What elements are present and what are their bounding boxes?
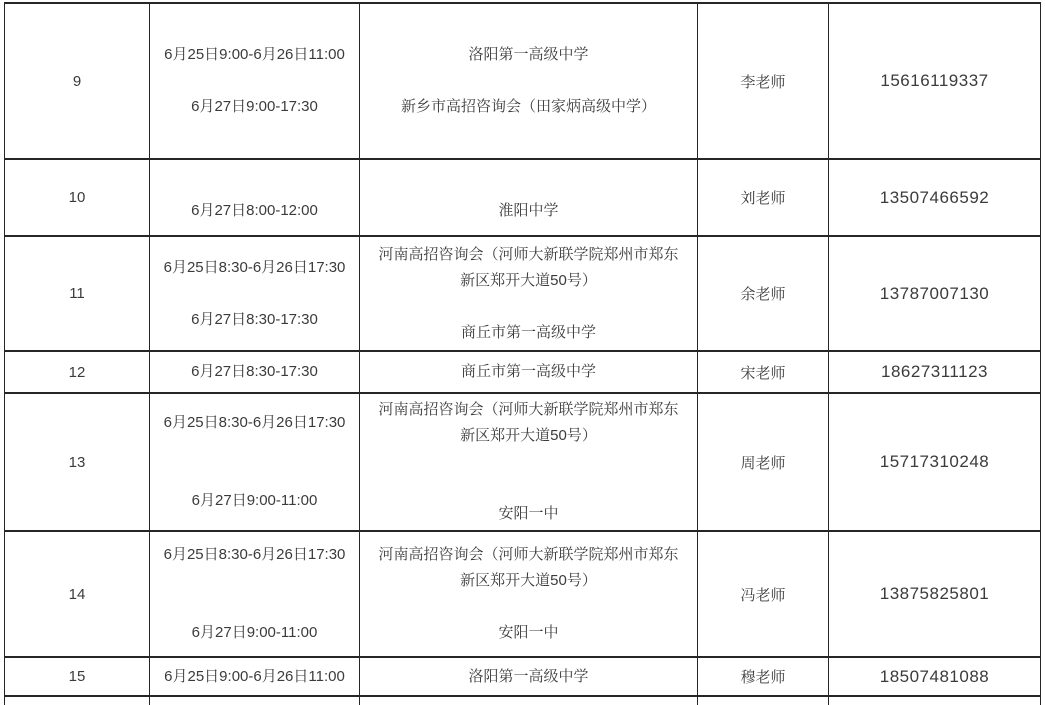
time-line: 6月25日9:00-6月26日11:00 xyxy=(164,667,345,685)
location-line: 商丘市第一高级中学 xyxy=(460,363,596,380)
row-number-cell: 11 xyxy=(5,237,150,350)
row-number-cell: 14 xyxy=(5,532,150,656)
location-line: 新区郑开大道50号） xyxy=(460,427,597,444)
location-line: 河南高招咨询会（河师大新联学院郑州市郑东 xyxy=(378,546,679,563)
row-number-cell xyxy=(5,697,150,705)
time-cell xyxy=(150,394,360,530)
teacher-cell: 宋老师 xyxy=(698,352,829,392)
schedule-table xyxy=(4,2,1041,705)
location-cell xyxy=(360,658,698,695)
phone-cell: 13507466592 xyxy=(829,160,1041,235)
table-row xyxy=(5,352,1041,394)
phone-cell: 18627311123 xyxy=(829,352,1041,392)
location-line: 新区郑开大道50号） xyxy=(460,271,597,289)
phone-cell: 15616119337 xyxy=(829,4,1041,158)
location-line: 新乡市高招咨询会（田家炳高级中学） xyxy=(400,98,656,115)
table-row xyxy=(5,237,1041,352)
phone-cell: 15717310248 xyxy=(829,394,1041,530)
teacher-cell: 周老师 xyxy=(698,394,829,530)
row-number-cell: 13 xyxy=(5,394,150,530)
row-number-cell: 12 xyxy=(5,352,150,392)
location-cell xyxy=(360,4,698,158)
location-line: 安阳一中 xyxy=(498,505,559,522)
time-cell xyxy=(150,237,360,350)
row-number-cell: 10 xyxy=(5,160,150,235)
table-row xyxy=(5,160,1041,237)
phone-cell: 18507481088 xyxy=(829,658,1041,695)
location-line: 河南高招咨询会（河师大新联学院郑州市郑东 xyxy=(378,245,679,263)
time-cell xyxy=(150,532,360,656)
row-number-cell: 15 xyxy=(5,658,150,695)
table-row xyxy=(5,4,1041,160)
teacher-cell: 冯老师 xyxy=(698,532,829,656)
location-cell xyxy=(360,352,698,392)
time-cell xyxy=(150,697,360,705)
teacher-cell: 穆老师 xyxy=(698,658,829,695)
phone-cell: 13787007130 xyxy=(829,237,1041,350)
time-cell xyxy=(150,658,360,695)
table-row xyxy=(5,658,1041,697)
time-line: 6月25日8:30-6月26日17:30 xyxy=(163,546,346,563)
time-line: 6月25日8:30-6月26日17:30 xyxy=(163,414,346,431)
time-line: 6月25日8:30-6月26日17:30 xyxy=(163,258,346,276)
teacher-cell xyxy=(698,697,829,705)
time-cell xyxy=(150,4,360,158)
phone-cell: 13875825801 xyxy=(829,532,1041,656)
location-line: 新区郑开大道50号） xyxy=(460,572,597,589)
location-line: 商丘市第一高级中学 xyxy=(460,323,596,341)
location-cell xyxy=(360,237,698,350)
teacher-cell: 余老师 xyxy=(698,237,829,350)
location-line: 洛阳第一高级中学 xyxy=(468,46,589,63)
time-line: 6月27日9:00-11:00 xyxy=(191,624,318,641)
time-cell xyxy=(150,352,360,392)
teacher-cell: 李老师 xyxy=(698,4,829,158)
location-line: 淮阳中学 xyxy=(498,201,559,219)
time-cell xyxy=(150,160,360,235)
location-cell xyxy=(360,697,698,705)
phone-cell xyxy=(829,697,1041,705)
location-line: 安阳一中 xyxy=(498,624,559,641)
time-line: 6月25日9:00-6月26日11:00 xyxy=(164,46,345,63)
location-cell xyxy=(360,532,698,656)
location-line: 河南高招咨询会（河师大新联学院郑州市郑东 xyxy=(378,401,679,418)
table-row xyxy=(5,394,1041,532)
time-line: 6月27日8:30-17:30 xyxy=(191,363,318,380)
location-cell xyxy=(360,394,698,530)
teacher-cell: 刘老师 xyxy=(698,160,829,235)
location-cell xyxy=(360,160,698,235)
table-row xyxy=(5,532,1041,658)
time-line: 6月27日9:00-17:30 xyxy=(191,98,318,115)
time-line: 6月27日8:00-12:00 xyxy=(191,201,318,219)
row-number-cell: 9 xyxy=(5,4,150,158)
time-line: 6月27日8:30-17:30 xyxy=(191,310,318,328)
location-line: 洛阳第一高级中学 xyxy=(468,667,589,685)
table-row xyxy=(5,697,1041,705)
time-line: 6月27日9:00-11:00 xyxy=(191,492,318,509)
